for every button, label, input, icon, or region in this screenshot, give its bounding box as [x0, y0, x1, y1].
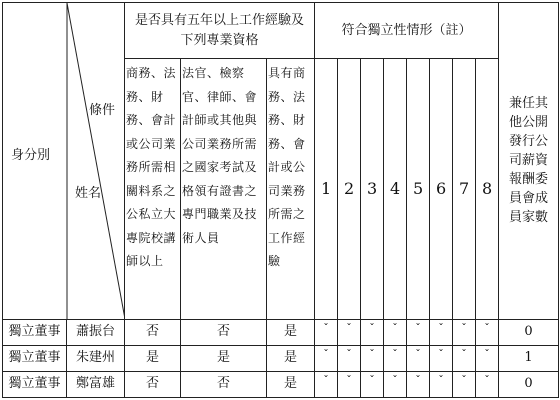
- qualification-title: 是否具有五年以上工作經驗及下列專業資格: [125, 3, 315, 59]
- col1-cell: 否: [125, 319, 181, 345]
- col3-cell: 是: [267, 319, 315, 345]
- col3-cell: 是: [267, 345, 315, 371]
- col1-cell: 是: [125, 345, 181, 371]
- check-cell: ˇ: [361, 319, 384, 345]
- qualification-col-academic: 商務、法務、財務、會計或公司業務所需相關料系之公私立大專院校講師以上: [125, 59, 181, 320]
- check-cell: ˇ: [384, 319, 407, 345]
- independence-num-6: 6: [430, 59, 453, 320]
- identity-cell: 獨立董事: [3, 345, 67, 371]
- check-cell: ˇ: [430, 345, 453, 371]
- check-cell: ˇ: [407, 345, 430, 371]
- independence-num-2: 2: [338, 59, 361, 320]
- table-row: [3, 345, 559, 371]
- other-count-cell: 1: [499, 345, 559, 371]
- check-cell: ˇ: [430, 319, 453, 345]
- identity-label: 身分別: [11, 148, 51, 163]
- independence-num-1: 1: [315, 59, 338, 320]
- name-cell: 朱建州: [67, 345, 125, 371]
- check-cell: ˇ: [476, 345, 499, 371]
- check-cell: ˇ: [384, 345, 407, 371]
- name-cell: 鄭富雄: [67, 371, 125, 397]
- name-label: 姓名: [75, 186, 102, 201]
- check-cell: ˇ: [476, 319, 499, 345]
- independence-num-3: 3: [361, 59, 384, 320]
- check-cell: ˇ: [407, 319, 430, 345]
- check-cell: ˇ: [384, 371, 407, 397]
- table-row: [3, 319, 559, 345]
- independence-num-5: 5: [407, 59, 430, 320]
- check-cell: ˇ: [338, 319, 361, 345]
- check-cell: ˇ: [430, 371, 453, 397]
- independence-num-4: 4: [384, 59, 407, 320]
- check-cell: ˇ: [315, 319, 338, 345]
- check-cell: ˇ: [407, 371, 430, 397]
- check-cell: ˇ: [361, 371, 384, 397]
- check-cell: ˇ: [361, 345, 384, 371]
- qualification-col-professional: 法官、檢察官、律師、會計師或其他與公司業務所需之國家考試及格領有證書之專門職業及技術人員: [181, 59, 267, 320]
- check-cell: ˇ: [476, 371, 499, 397]
- check-cell: ˇ: [315, 371, 338, 397]
- check-cell: ˇ: [338, 371, 361, 397]
- check-cell: ˇ: [453, 371, 476, 397]
- identity-cell: 獨立董事: [3, 319, 67, 345]
- check-cell: ˇ: [315, 345, 338, 371]
- col1-cell: 否: [125, 371, 181, 397]
- check-cell: ˇ: [453, 345, 476, 371]
- other-count-cell: 0: [499, 319, 559, 345]
- other-companies-header: 兼任其他公開發行公司薪資報酬委員會成員家數: [499, 3, 559, 320]
- table-row: [3, 371, 559, 397]
- name-cell: 蕭振台: [67, 319, 125, 345]
- check-cell: ˇ: [338, 345, 361, 371]
- independence-title: 符合獨立性情形（註）: [315, 3, 499, 59]
- header-corner-cell: [3, 3, 125, 320]
- identity-cell: 獨立董事: [3, 371, 67, 397]
- independence-num-7: 7: [453, 59, 476, 320]
- col2-cell: 否: [181, 371, 267, 397]
- other-count-cell: 0: [499, 371, 559, 397]
- check-cell: ˇ: [453, 319, 476, 345]
- col2-cell: 否: [181, 319, 267, 345]
- independence-num-8: 8: [476, 59, 499, 320]
- col3-cell: 是: [267, 371, 315, 397]
- qualification-col-experience: 具有商務、法務、財務、會計或公司業務所需之工作經驗: [267, 59, 315, 320]
- qualification-table-wrapper: [2, 2, 558, 398]
- col2-cell: 是: [181, 345, 267, 371]
- condition-label: 條件: [89, 103, 116, 118]
- qualification-table: [2, 2, 559, 398]
